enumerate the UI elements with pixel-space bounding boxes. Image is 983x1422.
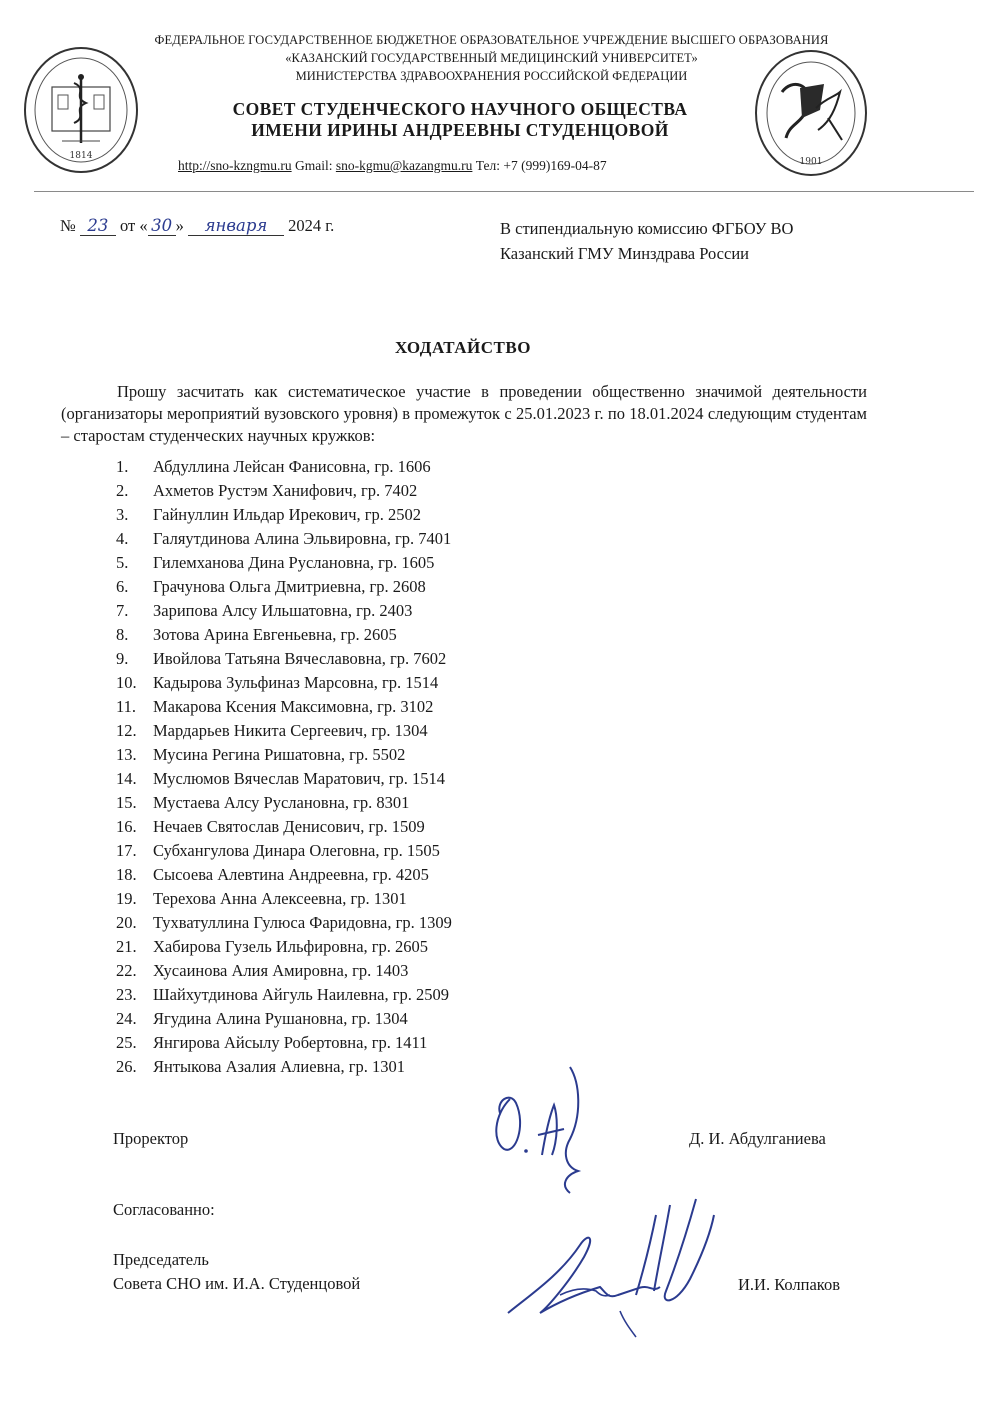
email-link[interactable]: sno-kgmu@kazangmu.ru [335,158,473,173]
council-title-line-2: ИМЕНИ ИРИНЫ АНДРЕЕВНЫ СТУДЕНЦОВОЙ [251,120,669,140]
list-item-text: Мусина Регина Ришатовна, гр. 5502 [153,745,406,764]
list-item [116,599,452,623]
list-item [116,527,452,551]
reference-month: января [188,216,284,236]
list-item [116,815,452,839]
chair-name: И.И. Колпаков [738,1275,841,1294]
contacts-line [178,158,607,174]
list-item-number: 4. [116,529,129,548]
list-item [116,911,452,935]
list-item-text: Зарипова Алсу Ильшатовна, гр. 2403 [153,601,413,620]
list-item-number: 11. [116,697,137,716]
list-item-number: 26. [116,1057,137,1076]
list-item [116,671,452,695]
list-item-number: 8. [116,625,129,644]
list-item-text: Гилемханова Дина Руслановна, гр. 1605 [153,553,435,572]
list-item [116,791,452,815]
list-item [116,767,452,791]
list-item [116,959,452,983]
org-line-1: ФЕДЕРАЛЬНОЕ ГОСУДАРСТВЕННОЕ БЮДЖЕТНОЕ ОБРАЗОВАТЕЛЬНОЕ УЧРЕЖДЕНИЕ ВЫСШЕГО ОБРАЗОВАНИЯ [154,33,829,47]
list-item-number: 10. [116,673,137,692]
list-item [116,575,452,599]
prorector-role: Проректор [113,1129,189,1148]
list-item-text: Ивойлова Татьяна Вячеславовна, гр. 7602 [153,649,447,668]
number-sign: № [60,216,76,235]
list-item-text: Тухватуллина Гулюса Фаридовна, гр. 1309 [153,913,452,932]
phone-text: Тел: +7 (999)169-04-87 [475,158,607,173]
list-item-text: Хусаинова Алия Амировна, гр. 1403 [153,961,409,980]
body-paragraph [61,381,867,447]
list-item-text: Хабирова Гузель Ильфировна, гр. 2605 [153,937,429,956]
list-item [116,455,452,479]
list-item [116,839,452,863]
list-item-text: Субхангулова Динара Олеговна, гр. 1505 [153,841,440,860]
list-item [116,695,452,719]
left-seal-year: 1814 [69,151,93,161]
list-item-text: Галяутдинова Алина Эльвировна, гр. 7401 [153,529,452,548]
list-item-number: 17. [116,841,137,860]
list-item-text: Грачунова Ольга Дмитриевна, гр. 2608 [153,577,426,596]
org-line-3: МИНИСТЕРСТВА ЗДРАВООХРАНЕНИЯ РОССИЙСКОЙ ФЕДЕРАЦИИ [295,69,688,83]
list-item [116,647,452,671]
org-line-2: «КАЗАНСКИЙ ГОСУДАРСТВЕННЫЙ МЕДИЦИНСКИЙ УНИВЕРСИТЕТ» [285,51,698,65]
list-item-number: 14. [116,769,137,788]
list-item-number: 24. [116,1009,137,1028]
chair-role-line-2: Совета СНО им. И.А. Студенцовой [113,1274,361,1293]
list-item [116,1031,452,1055]
chair-role-line-1: Председатель [113,1250,209,1269]
list-item-text: Янгирова Айсылу Робертовна, гр. 1411 [153,1033,428,1052]
list-item-number: 21. [116,937,137,956]
from-word: от [120,216,136,235]
list-item-text: Зотова Арина Евгеньевна, гр. 2605 [153,625,397,644]
list-item [116,887,452,911]
list-item-number: 2. [116,481,129,500]
list-item-number: 6. [116,577,129,596]
list-item [116,479,452,503]
list-item [116,623,452,647]
document-title: ХОДАТАЙСТВО [395,338,531,357]
prorector-signature-icon [486,1055,596,1200]
list-item [116,863,452,887]
header-divider [34,191,974,192]
list-item-text: Мустаева Алсу Руслановна, гр. 8301 [153,793,410,812]
list-item [116,935,452,959]
list-item-number: 9. [116,649,129,668]
list-item-number: 12. [116,721,137,740]
chair-signature-icon [500,1195,730,1350]
addressee-line-2: Казанский ГМУ Минздрава России [500,244,749,263]
list-item-text: Шайхутдинова Айгуль Наилевна, гр. 2509 [153,985,450,1004]
reference-line [60,216,334,236]
right-seal-year: 1901 [799,157,823,167]
list-item [116,983,452,1007]
list-item [116,1007,452,1031]
list-item-text: Макарова Ксения Максимовна, гр. 3102 [153,697,434,716]
reference-year: 2024 г. [288,216,335,235]
list-item-number: 16. [116,817,137,836]
gmail-label: Gmail: [295,158,333,173]
list-item [116,719,452,743]
student-list [116,455,452,1079]
list-item-text: Терехова Анна Алексеевна, гр. 1301 [153,889,407,908]
list-item-number: 3. [116,505,129,524]
list-item-number: 20. [116,913,137,932]
addressee-line-1: В стипендиальную комиссию ФГБОУ ВО [500,219,794,238]
addressee-block [500,216,793,266]
list-item-number: 18. [116,865,137,884]
reference-day: 30 [148,216,176,236]
list-item-text: Сысоева Алевтина Андреевна, гр. 4205 [153,865,429,884]
quote-close: » [175,216,184,235]
list-item-text: Янтыкова Азалия Алиевна, гр. 1301 [153,1057,406,1076]
agreed-label: Согласованно: [113,1200,215,1219]
list-item-text: Нечаев Святослав Денисович, гр. 1509 [153,817,425,836]
list-item-text: Ягудина Алина Рушановна, гр. 1304 [153,1009,408,1028]
quote-open: « [139,216,148,235]
list-item-text: Абдуллина Лейсан Фанисовна, гр. 1606 [153,457,431,476]
list-item-number: 22. [116,961,137,980]
list-item-number: 13. [116,745,137,764]
council-title-line-1: СОВЕТ СТУДЕНЧЕСКОГО НАУЧНОГО ОБЩЕСТВА [232,99,688,119]
list-item-text: Мардарьев Никита Сергеевич, гр. 1304 [153,721,428,740]
list-item-text: Кадырова Зульфиназ Марсовна, гр. 1514 [153,673,439,692]
list-item-number: 1. [116,457,129,476]
website-link[interactable]: http://sno-kzngmu.ru [178,158,292,173]
list-item-number: 7. [116,601,129,620]
prorector-name: Д. И. Абдулганиева [689,1129,826,1148]
body-text: Прошу засчитать как систематическое участие в проведении общественно значимой деятельности (организаторы мероприятий вузовского уровня) в промежуток с 25.01.2023 г. по 18.01.2024 следующим студентам – старостам студенческих научных кружков: [61,382,867,445]
list-item-number: 19. [116,889,137,908]
list-item [116,551,452,575]
list-item-number: 23. [116,985,137,1004]
list-item-number: 5. [116,553,129,572]
list-item [116,503,452,527]
list-item-text: Муслюмов Вячеслав Маратович, гр. 1514 [153,769,446,788]
list-item-text: Ахметов Рустэм Ханифович, гр. 7402 [153,481,418,500]
reference-number: 23 [80,216,116,236]
list-item-number: 25. [116,1033,137,1052]
list-item [116,1055,452,1079]
list-item-text: Гайнуллин Ильдар Ирекович, гр. 2502 [153,505,422,524]
list-item [116,743,452,767]
list-item-number: 15. [116,793,137,812]
